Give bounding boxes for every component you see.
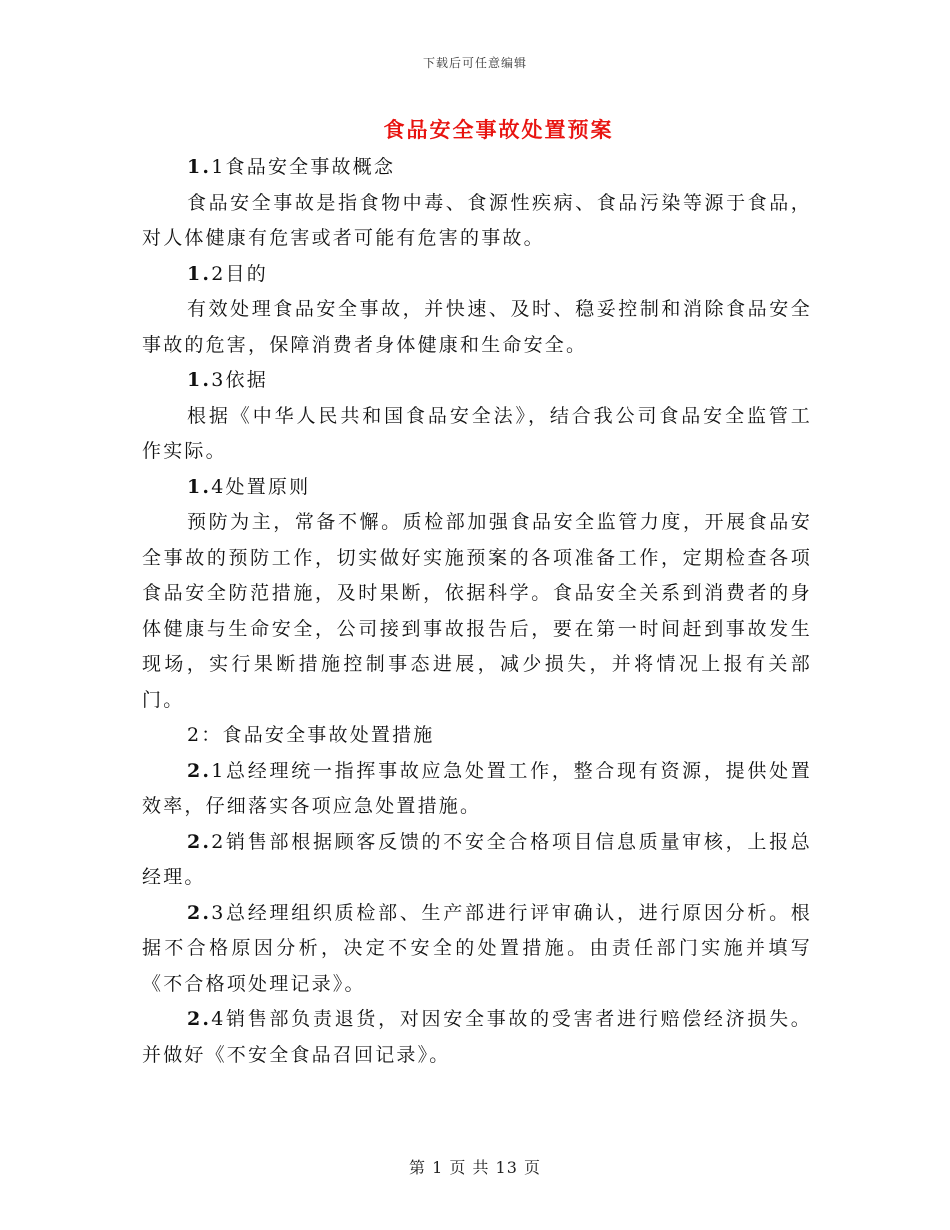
header-note: 下载后可任意编辑 <box>422 56 527 70</box>
section-title: 3依据 <box>211 369 268 391</box>
section-number: 2. <box>187 1008 212 1030</box>
section-title: 2目的 <box>211 262 268 285</box>
paragraph-2-4 <box>142 1002 812 1073</box>
section-number: 1. <box>187 369 212 391</box>
section-heading-1-3 <box>142 363 812 399</box>
document-title: 食品安全事故处置预案 <box>383 117 614 142</box>
section-number: 2. <box>187 901 212 924</box>
section-heading-1-2 <box>142 257 812 293</box>
paragraph-2-3 <box>142 896 812 1003</box>
paragraph: 食品安全事故是指食物中毒、食源性疾病、食品污染等源于食品，对人体健康有危害或者可能有危害的事故。 <box>142 191 812 249</box>
paragraph: 预防为主，常备不懈。质检部加强食品安全监管力度，开展食品安全事故的预防工作，切实做好实施预案的各项准备工作，定期检查各项食品安全防范措施，及时果断，依据科学。食品安全关系到消费者的身体健康与生命安全，公司接到事故报告后，要在第一时间赶到事故发生现场，实行果断措施控制事态进展，减少损失，并将情况上报有关部门。 <box>142 511 812 711</box>
paragraph-2-1 <box>142 754 812 825</box>
paragraph-text: 2销售部根据顾客反馈的不安全合格项目信息质量审核，上报总经理。 <box>142 830 812 888</box>
section-title: 1食品安全事故概念 <box>211 156 396 178</box>
page-footer: 第 1 页 共 13 页 <box>409 1158 541 1177</box>
section-number: 2. <box>187 759 212 782</box>
section-number: 1. <box>187 475 212 498</box>
paragraph-text: 1总经理统一指挥事故应急处置工作，整合现有资源，提供处置效率，仔细落实各项应急处置措施。 <box>142 759 812 817</box>
paragraph: 根据《中华人民共和国食品安全法》，结合我公司食品安全监管工作实际。 <box>142 404 812 462</box>
section-heading-1-1 <box>142 150 812 186</box>
section-heading-1-4 <box>142 470 812 506</box>
section-number: 1. <box>187 156 212 178</box>
section-number: 1. <box>187 262 212 285</box>
section-heading-2: 2：食品安全事故处置措施 <box>187 724 435 746</box>
paragraph-text: 4销售部负责退货，对因安全事故的受害者进行赔偿经济损失。并做好《不安全食品召回记录》。 <box>142 1008 812 1066</box>
paragraph: 有效处理食品安全事故，并快速、及时、稳妥控制和消除食品安全事故的危害，保障消费者身体健康和生命安全。 <box>142 298 812 356</box>
section-number: 2. <box>187 830 212 853</box>
paragraph-text: 3总经理组织质检部、生产部进行评审确认，进行原因分析。根据不合格原因分析，决定不安全的处置措施。由责任部门实施并填写《不合格项处理记录》。 <box>142 901 812 995</box>
section-title: 4处置原则 <box>211 475 311 498</box>
document-body <box>142 150 812 1073</box>
paragraph-2-2 <box>142 825 812 896</box>
